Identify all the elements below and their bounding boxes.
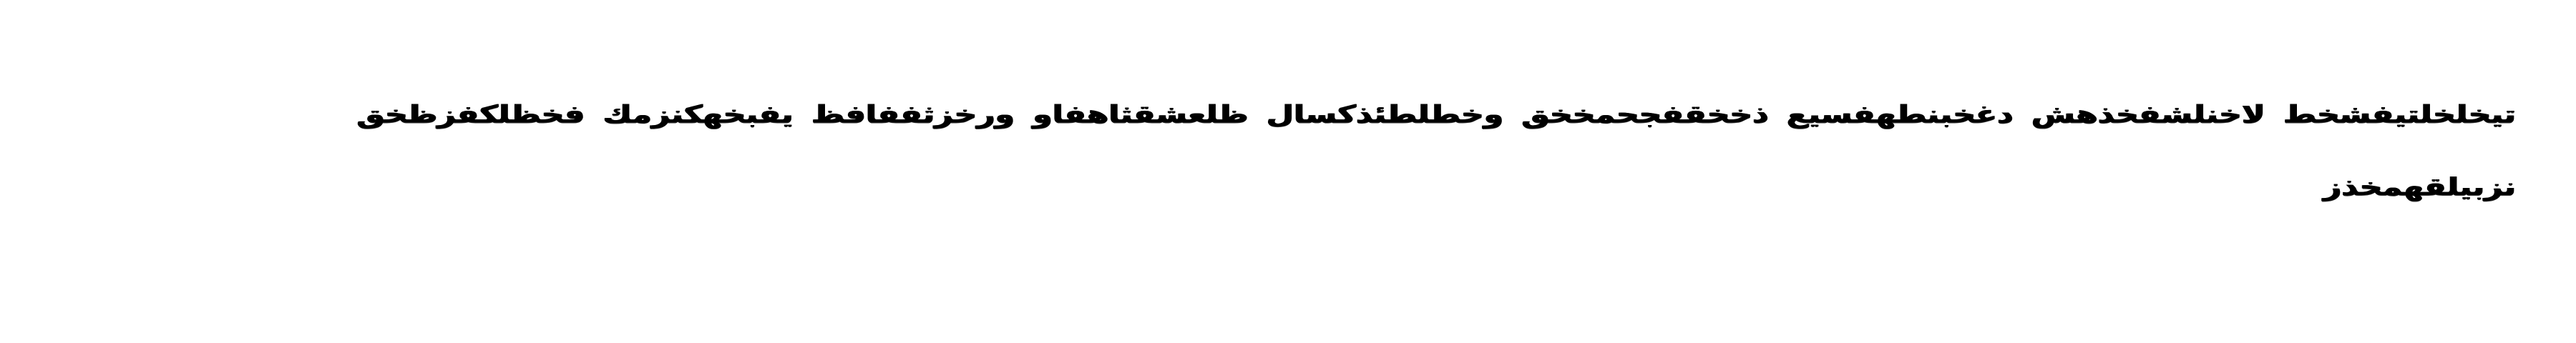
text-line-2: نزبيلقهمخذز bbox=[2323, 172, 2516, 202]
paragraph bbox=[197, 79, 2516, 224]
text-line-1: تيخلخلتيفشخط لاخنلشفخذهش دغخبنطهفسيع ذخخقفجحمخخق وخطلطئذكسال ظلعشقثاهفاو ورخزثففافظ يفبخهكنزمك فخظلكفزظخق bbox=[356, 100, 2516, 129]
